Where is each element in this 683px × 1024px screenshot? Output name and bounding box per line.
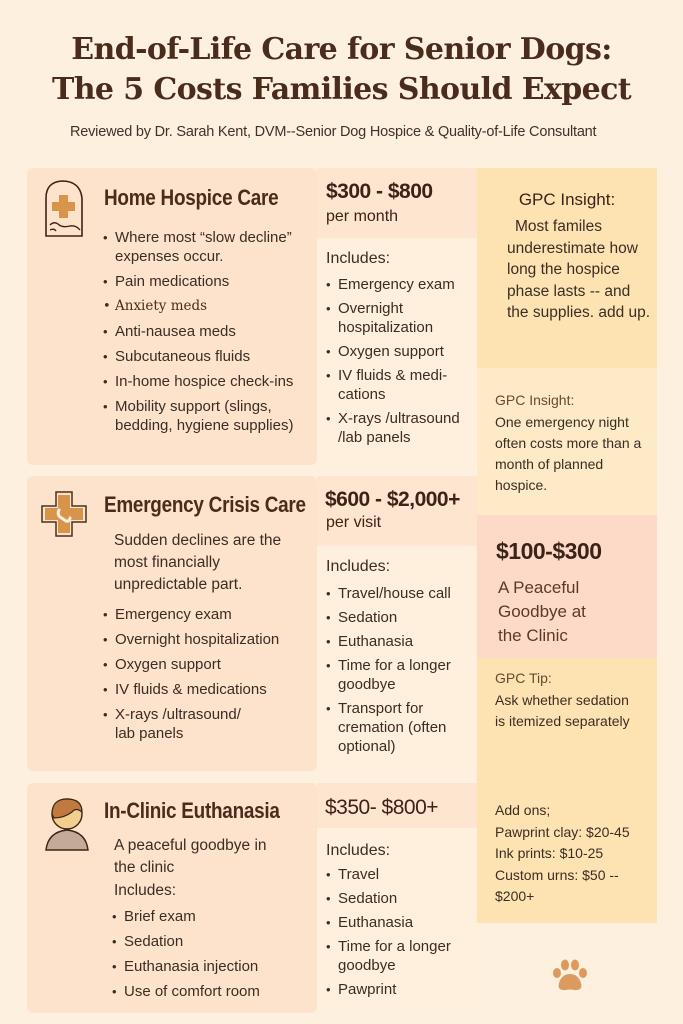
gpc-insight-1-text: Most familes underestimate how long the hospice phase lasts -- and the supplies. add up. <box>507 218 651 321</box>
list-item: • Overnight hospitalization <box>103 630 313 649</box>
list-item: • Transport for cremation (often optional) <box>326 699 456 756</box>
emergency-cross-icon <box>40 490 88 538</box>
in-clinic-list <box>112 907 312 1007</box>
addon-item: Pawprint clay: $20-45 <box>495 823 630 840</box>
list-item: • X-rays /ultrasound /lab panels <box>326 409 474 447</box>
title-line-1: End-of-Life Care for Senior Dogs: <box>71 32 612 67</box>
list-item: • Euthanasia injection <box>112 957 312 976</box>
list-item: • Brief exam <box>112 907 312 926</box>
list-item: • Anxiety meds <box>103 297 318 316</box>
clinic-subtitle: A Peaceful Goodbye at the Clinic <box>498 578 586 645</box>
page-title <box>0 30 683 110</box>
emergency-includes-list <box>326 584 474 761</box>
gpc-tip-title: GPC Tip: <box>495 670 552 686</box>
list-item: • In-home hospice check-ins <box>103 372 318 391</box>
list-item: • Sedation <box>326 889 471 908</box>
list-item: • Where most “slow decline” expenses occur. <box>103 228 318 266</box>
home-hospice-price: $300 - $800 <box>326 180 433 203</box>
addon-item: Ink prints: $10-25 <box>495 845 604 861</box>
gpc-insight-1-title: GPC Insight: <box>518 190 616 209</box>
emergency-price-unit: per visit <box>326 514 382 531</box>
emergency-crisis-list <box>103 605 313 749</box>
emergency-crisis-description: Sudden declines are the most financially unpredictable part. <box>114 532 282 593</box>
list-item: • Emergency exam <box>326 275 474 294</box>
list-item: • Pain medications <box>103 272 318 291</box>
list-item: • Euthanasia <box>326 913 471 932</box>
home-hospice-icon <box>40 178 88 240</box>
addons-block <box>495 800 655 908</box>
person-avatar-icon <box>42 794 92 852</box>
paw-print-icon <box>550 955 590 995</box>
list-item: • Time for a longer goodbye <box>326 656 474 694</box>
list-item: • IV fluids & medi- cations <box>326 366 474 404</box>
list-item: • X-rays /ultrasound/ lab panels <box>103 705 263 743</box>
list-item: • Travel <box>326 865 471 884</box>
list-item: • Anti-nausea meds <box>103 322 318 341</box>
in-clinic-title: In-Clinic Euthanasia <box>104 798 280 823</box>
gpc-insight-2-title: GPC Insight: <box>495 392 575 408</box>
list-item: • Oxygen support <box>103 655 313 674</box>
list-item: • IV fluids & medications <box>103 680 313 699</box>
reviewer-credit: Reviewed by Dr. Sarah Kent, DVM--Senior Dog Hospice & Quality-of-Life Consultant <box>70 124 597 140</box>
list-item: • Mobility support (slings, bedding, hygiene supplies) <box>103 397 318 435</box>
list-item: • Sedation <box>112 932 312 951</box>
emergency-crisis-title: Emergency Crisis Care <box>104 492 306 517</box>
addons-title: Add ons; <box>495 802 551 818</box>
home-hospice-title: Home Hospice Care <box>104 185 279 210</box>
home-hospice-includes-list <box>326 275 474 452</box>
home-hospice-list <box>103 228 318 441</box>
in-clinic-price: $350- $800+ <box>325 796 439 819</box>
list-item: • Subcutaneous fluids <box>103 347 318 366</box>
list-item: • Pawprint <box>326 980 471 999</box>
home-hospice-includes-label: Includes: <box>326 250 391 267</box>
list-item: • Time for a longer goodbye <box>326 937 471 975</box>
in-clinic-description: A peaceful goodbye in the clinic <box>114 837 267 876</box>
list-item: • Travel/house call <box>326 584 474 603</box>
gpc-insight-2-text: One emergency night often costs more than a month of planned hospice. <box>495 414 642 493</box>
in-clinic-includes-list <box>326 865 471 1004</box>
list-item: • Emergency exam <box>103 605 313 624</box>
title-line-2: The 5 Costs Families Should Expect <box>51 72 632 107</box>
list-item: • Overnight hospitalization <box>326 299 474 337</box>
emergency-includes-label: Includes: <box>326 558 391 575</box>
addon-item: Custom urns: $50 -- $200+ <box>495 866 619 904</box>
list-item: • Use of comfort room <box>112 982 312 1001</box>
list-item: • Euthanasia <box>326 632 474 651</box>
in-clinic-includes-label-right: Includes: <box>326 842 391 859</box>
in-clinic-includes-label: Includes: <box>114 882 177 899</box>
list-item: • Sedation <box>326 608 474 627</box>
clinic-price: $100-$300 <box>496 538 602 564</box>
home-hospice-price-unit: per month <box>326 208 399 225</box>
gpc-tip-text: Ask whether sedation is itemized separately <box>495 692 630 729</box>
list-item: • Oxygen support <box>326 342 474 361</box>
emergency-price: $600 - $2,000+ <box>325 488 460 511</box>
